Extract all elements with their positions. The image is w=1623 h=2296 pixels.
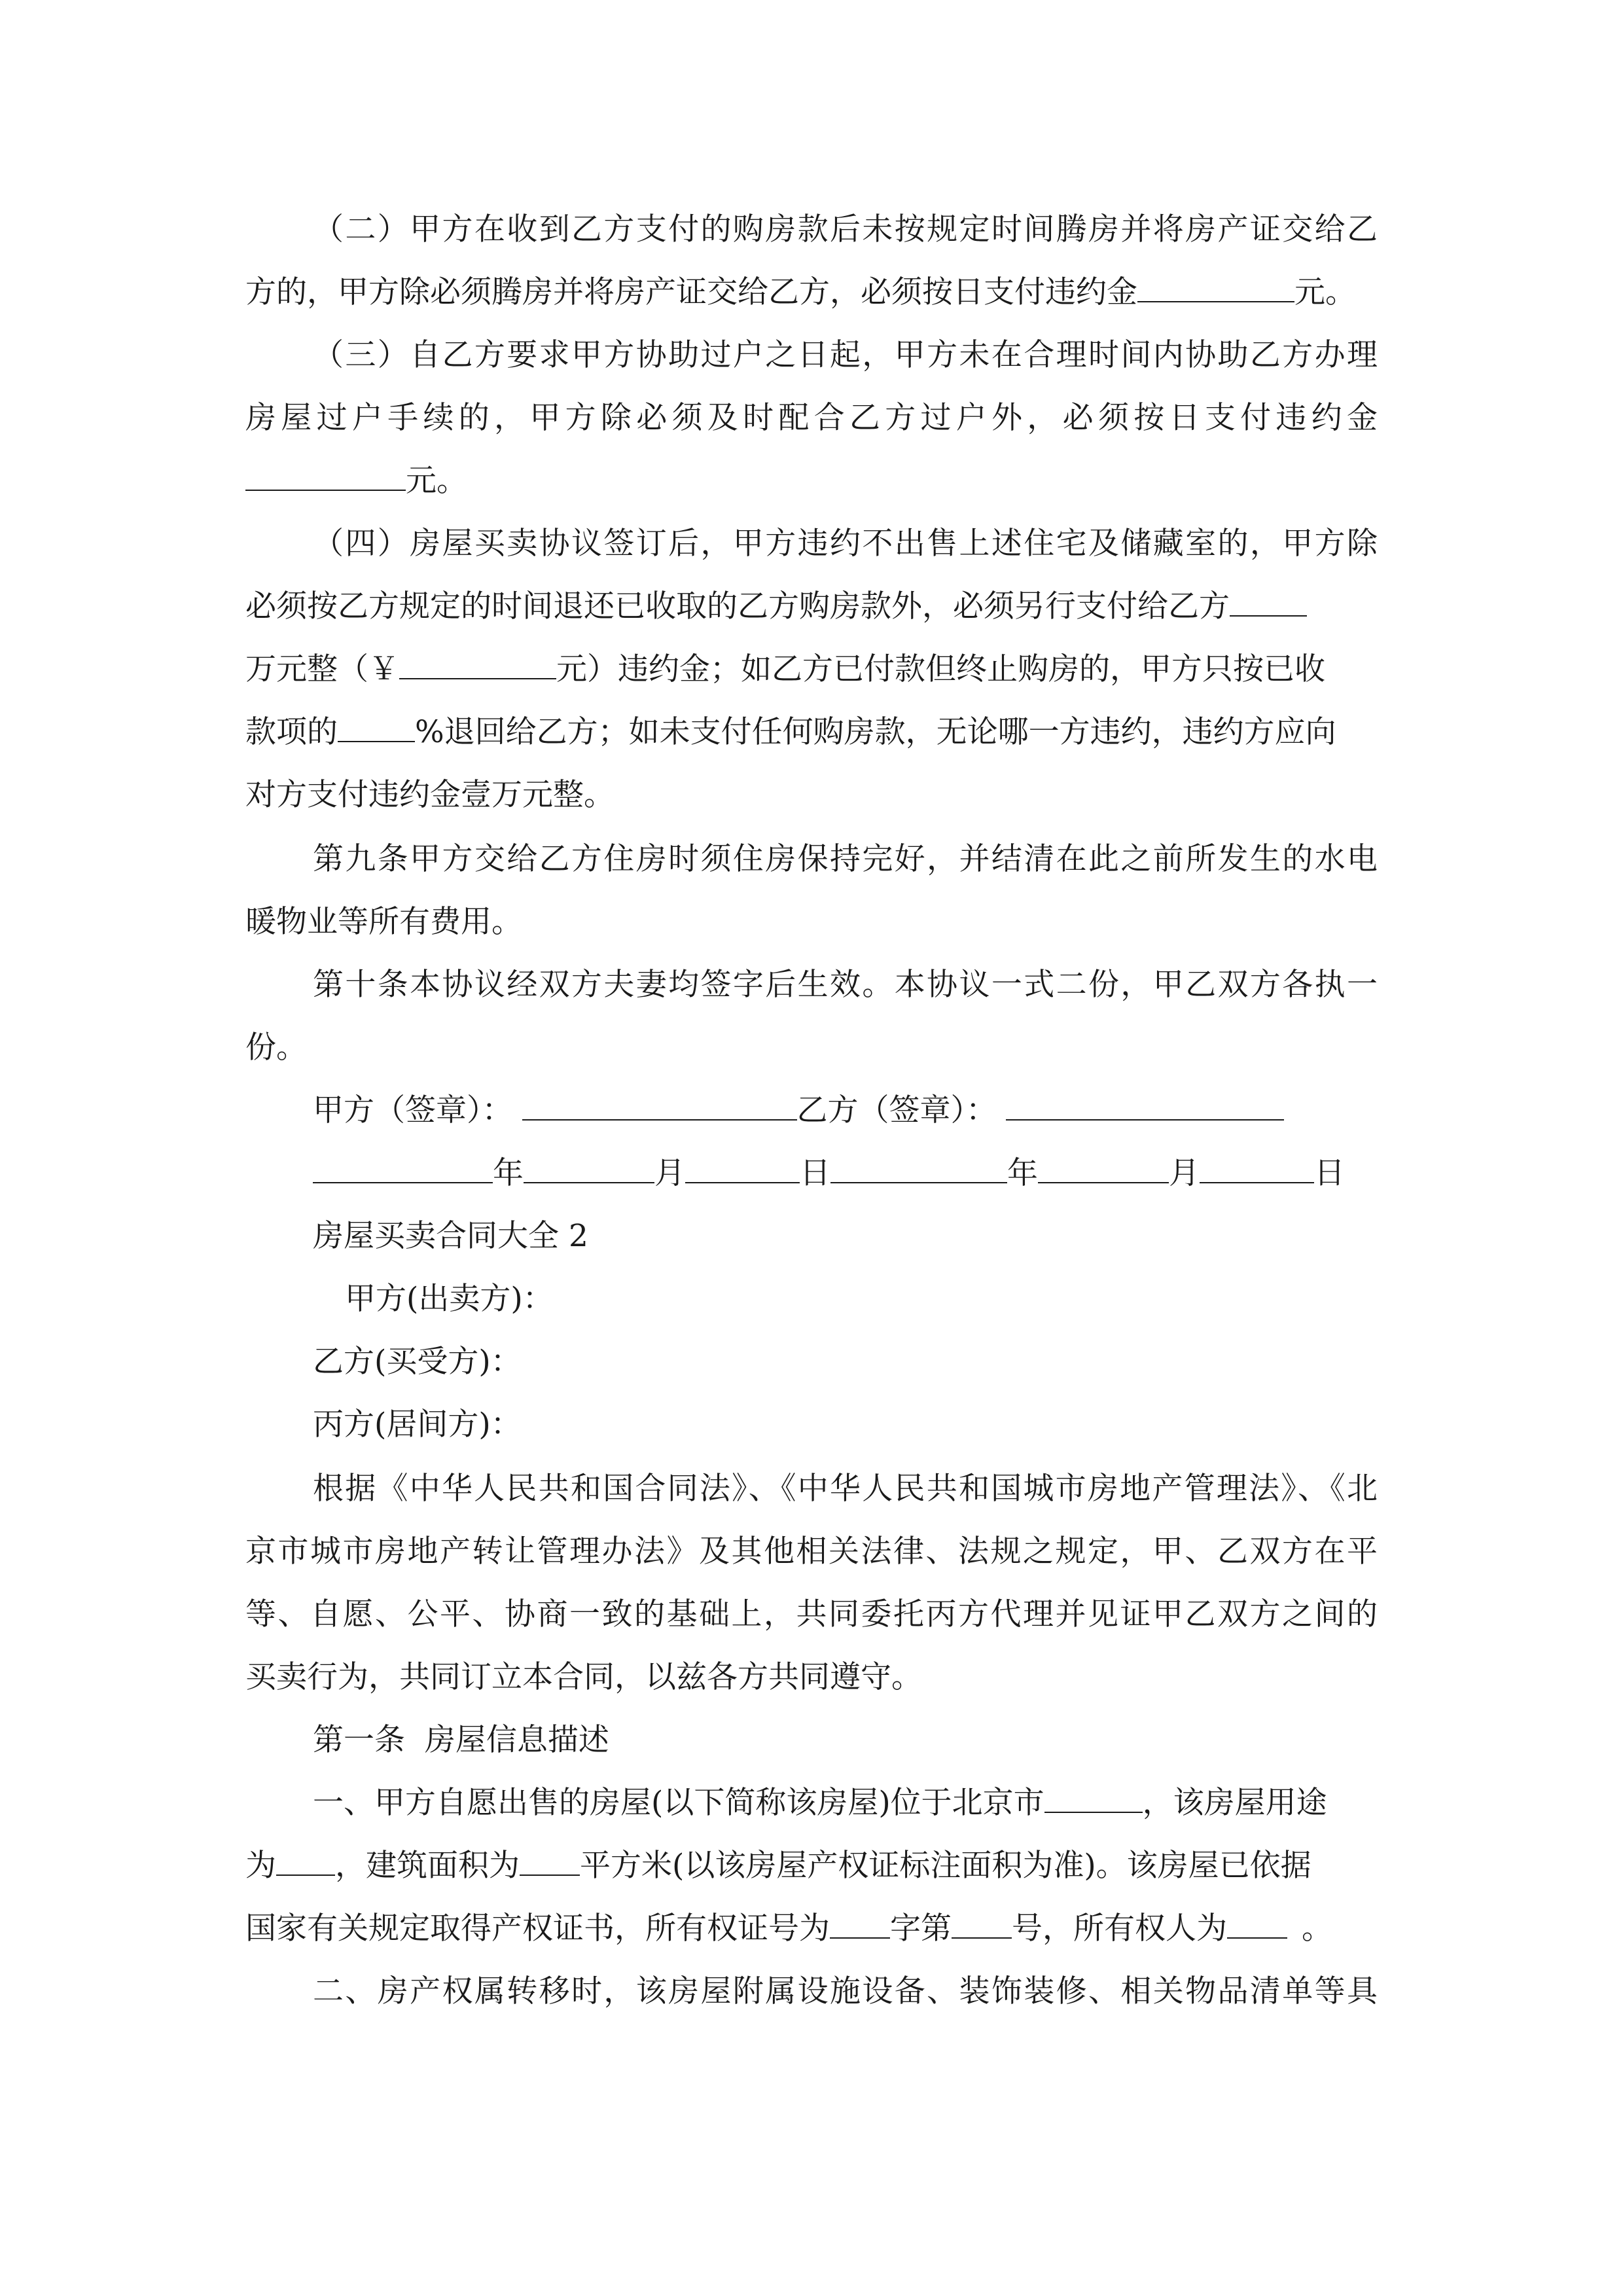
paragraph-line: 等、自愿、公平、协商一致的基础上，共同委托丙方代理并见证甲乙双方之间的 xyxy=(245,1596,1378,1632)
paragraph-line: 必须按乙方规定的时间退还已收取的乙方购房款外，必须另行支付给乙方 xyxy=(245,585,1378,628)
paragraph-line: 第十条本协议经双方夫妻均签字后生效。本协议一式二份，甲乙双方各执一 xyxy=(313,967,1378,1003)
paragraph-line: 暖物业等所有费用。 xyxy=(245,904,522,940)
date-blank xyxy=(830,1156,1007,1183)
date-blank xyxy=(313,1156,493,1183)
date-blank xyxy=(685,1156,800,1183)
paragraph-line: （二）甲方在收到乙方支付的购房款后未按规定时间腾房并将房产证交给乙 xyxy=(313,211,1378,247)
fill-in-blank xyxy=(1227,1911,1287,1939)
paragraph-line: 份。 xyxy=(245,1030,307,1066)
fill-in-blank xyxy=(399,652,556,679)
paragraph-line: 为 ，建筑面积为 平方米(以该房屋产权证标注面积为准)。该房屋已依据 xyxy=(245,1848,1311,1884)
paragraph-line: 买卖行为，共同订立本合同，以兹各方共同遵守。 xyxy=(245,1659,922,1695)
date-blank xyxy=(1200,1156,1314,1183)
paragraph-line: 对方支付违约金壹万元整。 xyxy=(245,777,615,813)
date-blank xyxy=(524,1156,654,1183)
signature-line: 甲方（签章）： 乙方（签章）： xyxy=(313,1089,1378,1132)
fill-in-blank xyxy=(952,1911,1012,1939)
fill-in-blank xyxy=(1230,589,1307,617)
paragraph-line: 款项的 %退回给乙方；如未支付任何购房款，无论哪一方违约，违约方应向 xyxy=(245,714,1336,750)
paragraph-line: 国家有关规定取得产权证书，所有权证号为 字第 号，所有权人为 。 xyxy=(245,1910,1332,1946)
section-title: 房屋买卖合同大全 2 xyxy=(313,1218,588,1254)
paragraph-line: 一、甲方自愿出售的房屋(以下简称该房屋)位于北京市 ，该房屋用途 xyxy=(313,1785,1327,1821)
paragraph-line: 根据《中华人民共和国合同法》、《中华人民共和国城市房地产管理法》、《北 xyxy=(313,1471,1378,1507)
article-heading: 第一条 房屋信息描述 xyxy=(313,1722,609,1758)
party-line: 乙方(买受方)： xyxy=(313,1344,522,1380)
paragraph-line: （三）自乙方要求甲方协助过户之日起，甲方未在合理时间内协助乙方办理 xyxy=(313,337,1378,373)
date-line: 年 月 日 年 月 日 xyxy=(313,1152,1378,1195)
party-line: 丙方(居间方)： xyxy=(313,1407,522,1443)
fill-in-blank xyxy=(1044,1785,1143,1813)
fill-in-blank xyxy=(276,1848,335,1876)
signature-blank xyxy=(1006,1093,1284,1121)
fill-in-blank xyxy=(1137,275,1294,302)
paragraph-line: 方的，甲方除必须腾房并将房产证交给乙方，必须按日支付违约金 元。 xyxy=(245,274,1356,310)
paragraph-line: 房屋过户手续的，甲方除必须及时配合乙方过户外，必须按日支付违约金 xyxy=(245,400,1378,436)
signature-blank xyxy=(522,1093,797,1121)
paragraph-line: 第九条甲方交给乙方住房时须住房保持完好，并结清在此之前所发生的水电 xyxy=(313,841,1378,877)
fill-in-blank xyxy=(245,463,406,491)
fill-in-blank xyxy=(338,715,415,742)
paragraph-line: 二、房产权属转移时，该房屋附属设施设备、装饰装修、相关物品清单等具 xyxy=(313,1973,1378,2009)
paragraph-line: （四）房屋买卖协议签订后，甲方违约不出售上述住宅及储藏室的，甲方除 xyxy=(313,526,1378,562)
paragraph-line: 元。 xyxy=(245,459,1378,503)
fill-in-blank xyxy=(830,1911,890,1939)
date-blank xyxy=(1038,1156,1169,1183)
fill-in-blank xyxy=(520,1848,580,1876)
paragraph-line: 万元整（￥ 元）违约金；如乙方已付款但终止购房的，甲方只按已收 xyxy=(245,651,1325,687)
party-line: 甲方(出卖方)： xyxy=(345,1281,554,1317)
paragraph-line: 京市城市房地产转让管理办法》及其他相关法律、法规之规定，甲、乙双方在平 xyxy=(245,1534,1378,1570)
